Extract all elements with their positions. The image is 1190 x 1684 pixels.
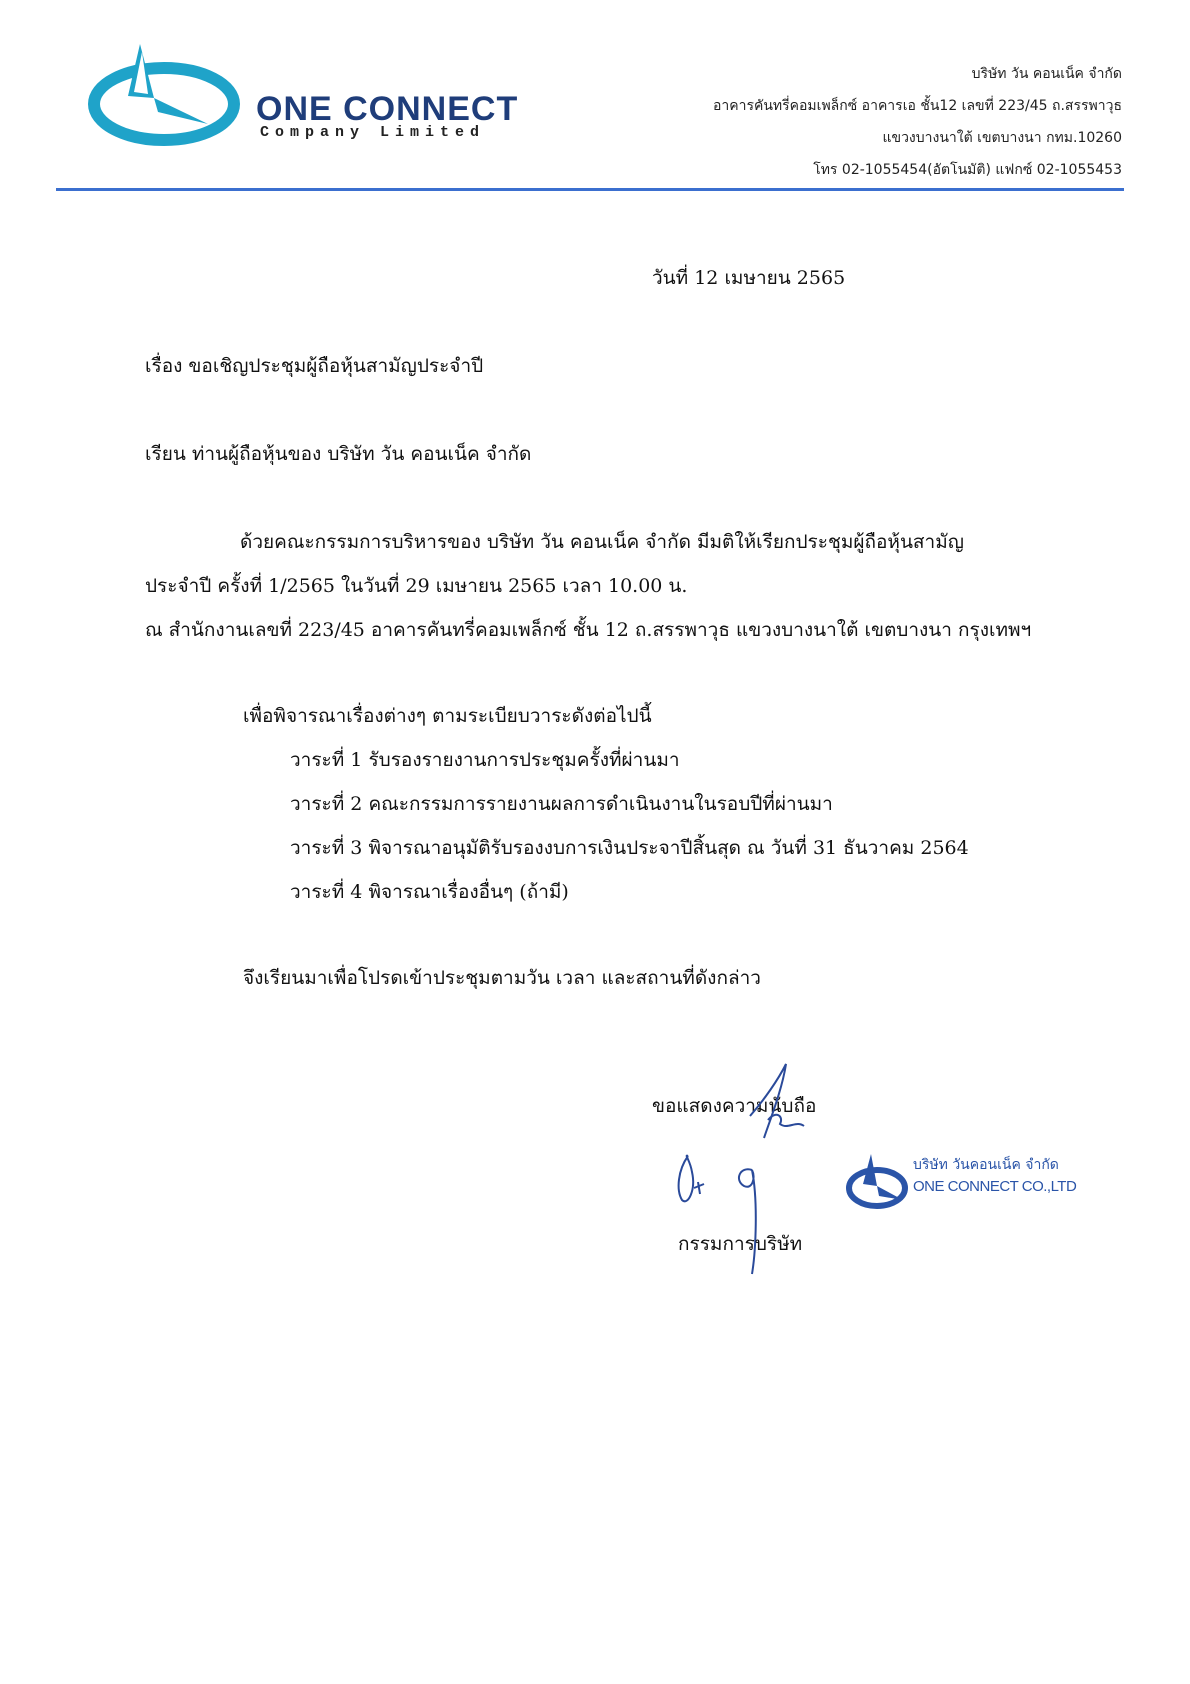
agenda-item: วาระที่ 1 รับรองรายงานการประชุมครั้งที่ผ่านมา: [290, 749, 680, 771]
signer-title: กรรมการบริษัท: [678, 1233, 803, 1255]
address-building: อาคารคันทรี่คอมเพล็กซ์ อาคารเอ ชั้น12 เลขที่ 223/45 ถ.สรรพาวุธ: [712, 98, 1122, 114]
paragraph-line-1: ด้วยคณะกรรมการบริหารของ บริษัท วัน คอนเน็ค จำกัด มีมติให้เรียกประชุมผู้ถือหุ้นสามัญ: [240, 531, 964, 553]
company-stamp: [843, 1140, 1103, 1220]
agenda-item: วาระที่ 4 พิจารณาเรื่องอื่นๆ (ถ้ามี): [290, 881, 569, 903]
closing-sentence: จึงเรียนมาเพื่อโปรดเข้าประชุมตามวัน เวลา และสถานที่ดังกล่าว: [243, 967, 761, 989]
address-company-name: บริษัท วัน คอนเน็ค จำกัด: [971, 66, 1122, 82]
logo-company-subtitle: Company Limited: [260, 124, 486, 141]
header-divider: [56, 188, 1124, 191]
agenda-intro: เพื่อพิจารณาเรื่องต่างๆ ตามระเบียบวาระดังต่อไปนี้: [243, 705, 652, 727]
letter-subject: เรื่อง ขอเชิญประชุมผู้ถือหุ้นสามัญประจำปี: [145, 355, 484, 377]
agenda-item: วาระที่ 3 พิจารณาอนุมัติรับรองงบการเงินประจาปีสิ้นสุด ณ วันที่ 31 ธันวาคม 2564: [290, 837, 969, 859]
sign-off: ขอแสดงความนับถือ: [652, 1095, 817, 1117]
letter-date: วันที่ 12 เมษายน 2565: [652, 267, 846, 289]
paragraph-line-3: ณ สำนักงานเลขที่ 223/45 อาคารคันทรี่คอมเพล็กซ์ ชั้น 12 ถ.สรรพาวุธ แขวงบางนาใต้ เขตบางนา กรุงเทพฯ: [145, 619, 1032, 641]
agenda-item: วาระที่ 2 คณะกรรมการรายงานผลการดำเนินงานในรอบปีที่ผ่านมา: [290, 793, 833, 815]
company-address-block: [713, 58, 1122, 186]
paragraph-line-2: ประจำปี ครั้งที่ 1/2565 ในวันที่ 29 เมษายน 2565 เวลา 10.00 น.: [145, 575, 688, 597]
address-district: แขวงบางนาใต้ เขตบางนา กทม.10260: [882, 130, 1122, 146]
logo-swirl-icon: [88, 38, 258, 158]
letter-recipient: เรียน ท่านผู้ถือหุ้นของ บริษัท วัน คอนเน็ค จำกัด: [145, 443, 532, 465]
address-phone-fax: โทร 02-1055454(อัตโนมัติ) แฟกซ์ 02-1055453: [813, 162, 1122, 178]
stamp-thai-name: บริษัท วันคอนเน็ค จำกัด: [913, 1157, 1059, 1173]
stamp-logo-icon: [843, 1140, 913, 1220]
company-logo: [88, 38, 568, 158]
logo-company-name: ONE CONNECT: [256, 90, 519, 128]
stamp-english-name: ONE CONNECT CO.,LTD: [913, 1178, 1077, 1195]
